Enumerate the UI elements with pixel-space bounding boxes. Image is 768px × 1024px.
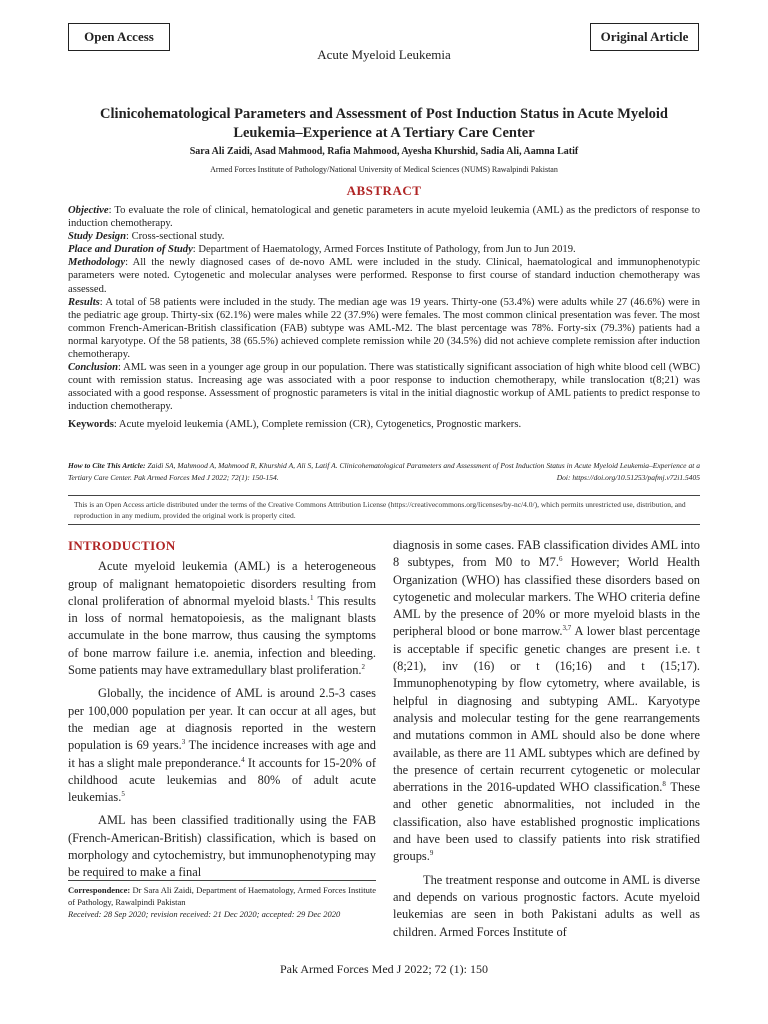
ref-sup: 5 xyxy=(121,790,125,799)
ref-sup: 4 xyxy=(241,755,245,764)
intro-paragraph-3: AML has been classified traditionally using the FAB (French-American-British) classification, which is based on morphology and cytochemistry, but immunophenotyping may be required to make a final xyxy=(68,813,376,880)
p2-text-c: It accounts for 15-20% of childhood acute leukemias and 80% of adult acute leukemias. xyxy=(68,755,376,805)
authors: Sara Ali Zaidi, Asad Mahmood, Rafia Mahmood, Ayesha Khurshid, Sadia Ali, Aamna Latif xyxy=(189,146,579,157)
intro-paragraph-2 xyxy=(68,685,376,806)
r1-text-a: diagnosis in some cases. FAB classification divides AML into 8 subtypes, from M0 to M7. xyxy=(393,538,700,570)
intro-paragraph-1 xyxy=(68,558,376,679)
open-access-badge: Open Access xyxy=(68,23,170,51)
introduction-heading: INTRODUCTION xyxy=(68,538,176,553)
correspondence-address xyxy=(68,884,376,908)
objective-label: Objective xyxy=(68,205,109,216)
body-column-left xyxy=(68,537,376,888)
license-rule-top xyxy=(68,495,700,496)
keywords-label: Keywords xyxy=(68,418,114,430)
results-text: : A total of 58 patients were included in the study. The median age was 19 years. Thirty-one (53.4%) were adults while 27 (46.6%) were in the pediatric age group. Thirty-six (62.1%) were males while 22 (37.9%) were females. The most common clinical presentation was fever. The most common French-American-British classification (FAB) subtype was AML-M2. The blast percentage was 78%. Forty-six (79.3%) patients had a normal karyotype. Of the 58 patients, 38 (65.5%) achieved complete remission while 20 (34.5%) did not achieve complete remission after induction chemotherapy. xyxy=(68,296,700,361)
title-line-1: Clinicohematological Parameters and Assessment of Post Induction Status in Acute Myeloid xyxy=(100,106,668,122)
r1-text-d: These and other genetic abnormalities, not included in the classification, also have established prognostic implications and have been used to classify patients into risk stratified groups. xyxy=(393,780,700,864)
received-dates: Received: 28 Sep 2020; revision received: 21 Dec 2020; accepted: 29 Dec 2020 xyxy=(68,909,341,920)
abstract-place xyxy=(68,243,700,256)
doi-link[interactable]: Doi: https://doi.org/10.51253/pafmj.v72i1.5405 xyxy=(556,473,700,482)
place-text: : Department of Haematology, Armed Forces Institute of Pathology, from Jun to Jun 2019. xyxy=(192,244,576,256)
body-column-right xyxy=(393,537,700,947)
right-paragraph-2: The treatment response and outcome in AML is diverse and depends on various prognostic factors. Acute myeloid leukemias are seen in both Pakistani adults as well as children. Armed Forces Institute of xyxy=(393,872,700,939)
running-head: Acute Myeloid Leukemia xyxy=(317,47,451,62)
ref-sup: 9 xyxy=(429,849,434,858)
p1-text-b: This results in loss of normal hematopoiesis, as the malignant blasts accumulate in the bone marrow, thus causing the symptoms of bone marrow failure i.e. anemia, infection and bleeding. Some patients may have extramedullary blast proliferation. xyxy=(68,593,376,678)
method-text: : All the newly diagnosed cases of de-novo AML were included in the study. Clinical, haematological and immunophenotypic parameters were noted. Cytogenetic and molecular analyses were performed. Response to first course of standard induction chemotherapy was assessed. xyxy=(68,257,700,295)
abstract-conclusion xyxy=(68,361,700,413)
abstract-results xyxy=(68,296,700,361)
abstract-keywords xyxy=(68,418,700,431)
r1-text-b: However; World Health Organization (WHO) has classified these disorders based on cytogenetic and molecular markers. The WHO criteria define AML by the presence of 20% or more myeloid blasts in the peripheral blood or bone marrow. xyxy=(393,555,700,639)
affiliation: Armed Forces Institute of Pathology/National University of Medical Sciences (NUMS) Rawalpindi Pakistan xyxy=(210,165,558,174)
abstract-design xyxy=(68,230,700,243)
license-rule-bottom xyxy=(68,524,700,525)
p2-text-b: The incidence increases with age and it has a slight male preponderance. xyxy=(68,738,376,770)
ref-sup: 1 xyxy=(310,593,314,602)
ref-sup: 2 xyxy=(361,662,365,671)
correspondence-block xyxy=(68,884,376,921)
abstract-heading: ABSTRACT xyxy=(346,183,422,198)
place-label: Place and Duration of Study xyxy=(68,244,193,256)
design-label: Study Design xyxy=(68,231,126,243)
license-notice: This is an Open Access article distributed under the terms of the Creative Commons Attribution License (https://creativecommons.org/licenses/by-nc/4.0/), which permits unrestricted use, distribution, and reproduction in any medium, provided the original work is properly cited. xyxy=(74,500,686,520)
article-title xyxy=(80,105,688,143)
conclusion-label: Conclusion xyxy=(68,362,119,374)
r1-text-c: A lower blast percentage is acceptable if specific genetic changes are present i.e. t (8;21), inv (16) or t (16;16) and t (15;17). Immunophenotyping by flow cytometry, where available, is helpful in diagnosing and subtyping AML. Karyotype analysis and molecular testing for the gene rearrangements and mutations common in AML should also be done where available, as there are 11 AML subtypes which are defined by the presence of certain recurrent cytogenetic or molecular aberrations in the 2016-updated WHO classification. xyxy=(393,624,700,795)
conclusion-text: : AML was seen in a younger age group in our population. There was statistically significant association of high white blood cell (WBC) count with remission status. Increasing age was associated with a poor response to induction chemotherapy, while translocation t(8;21) was associated with a good response. Assessment of prognostic parameters is vital in the initial diagnostic workup of AML patients to predict response to induction chemotherapy. xyxy=(68,362,700,413)
abstract-methodology xyxy=(68,256,700,295)
ref-sup: 3,7 xyxy=(562,624,572,633)
correspondence-rule xyxy=(68,880,376,881)
original-article-badge: Original Article xyxy=(590,23,699,51)
cite-text: Zaidi SA, Mahmood A, Mahmood R, Khurshid A, Ali S, Latif A. Clinicohematological Parameters and Assessment of Post Induction Status in Acute Myeloid Leukemia–Experience at a Tertiary Care Center. Pak Armed Forces Med J 2022; 72(1): 150-154. xyxy=(68,461,700,482)
design-text: : Cross-sectional study. xyxy=(125,231,225,243)
correspondence-text: Dr Sara Ali Zaidi, Department of Haematology, Armed Forces Institute of Pathology, Rawalpindi Pakistan xyxy=(68,885,376,908)
keywords-text: : Acute myeloid leukemia (AML), Complete remission (CR), Cytogenetics, Prognostic markers. xyxy=(113,418,522,430)
correspondence-label: Correspondence: xyxy=(68,885,131,895)
title-line-2: Leukemia–Experience at A Tertiary Care Center xyxy=(233,125,535,141)
ref-sup: 3 xyxy=(181,738,186,747)
results-label: Results xyxy=(68,296,100,308)
ref-sup: 8 xyxy=(662,780,666,789)
p1-text-a: Acute myeloid leukemia (AML) is a heterogeneous group of malignant hematopoietic disorders resulting from clonal proliferation of abnormal myeloid blasts. xyxy=(68,559,376,608)
method-label: Methodology xyxy=(68,257,126,269)
how-to-cite xyxy=(68,460,700,484)
abstract-body xyxy=(68,204,700,431)
p2-text-a: Globally, the incidence of AML is around 2.5-3 cases per 100,000 population per year. It can occur at all ages, but the median age at diagnosis reported in the western population is 69 years. xyxy=(68,686,376,753)
abstract-objective xyxy=(68,204,700,230)
objective-text: : To evaluate the role of clinical, hematological and genetic parameters in acute myeloid leukemia (AML) as the predictors of response to induction chemotherapy. xyxy=(68,205,700,230)
page-footer: Pak Armed Forces Med J 2022; 72 (1): 150 xyxy=(280,962,488,976)
right-paragraph-1 xyxy=(393,537,700,866)
ref-sup: 6 xyxy=(558,555,563,564)
cite-label: How to Cite This Article: xyxy=(68,461,146,470)
